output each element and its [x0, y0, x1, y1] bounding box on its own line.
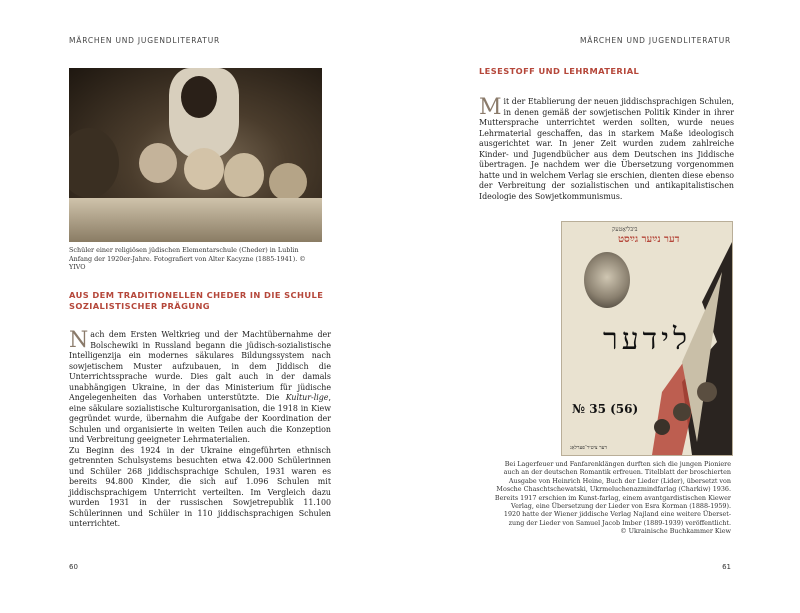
caption-line: Mosche Chaschtschewatski, Ukrmeluchenazmindfarlag (Charkiw) 1936. — [496, 485, 731, 494]
child-face — [139, 143, 177, 183]
paragraph-text: , eine säkulare sozialistische Kulturorganisation, die 1918 in Kiew gegründet wurde, übernahm die Aufgabe der Koordination der Schulen und organisierte in weiten Teilen auch die Konzeption und Verbreitung geeigneter Lehrmaterialien. — [69, 393, 331, 444]
caption-line: © Ukrainische Buchkammer Kiew — [620, 527, 731, 536]
photo-caption: Schüler einer religiösen jüdischen Elementarschule (Cheder) in Lublin Anfang der 1920er-Jahre. Fotografiert von Alter Kacyzne (1885-1941). © YIVO — [69, 246, 306, 272]
italic-term: Kultur-lige — [285, 393, 329, 402]
cover-publisher-line: דער ציטיר־פערלאַג — [570, 445, 607, 451]
paragraph — [479, 97, 734, 202]
cover-caption — [493, 460, 731, 536]
running-head: MÄRCHEN UND JUGENDLITERATUR — [69, 36, 220, 45]
child-face — [269, 163, 307, 201]
caption-line: Bei Lagerfeuer und Fanfarenklängen durften sich die jungen Pioniere — [504, 460, 731, 468]
caption-line: zung der Lieder von Samuel Jacob Imber (1889-1939) veröffentlicht. — [508, 518, 731, 527]
books-on-table — [69, 198, 322, 242]
body-text — [69, 330, 331, 530]
paragraph-text: ach dem Ersten Weltkrieg und der Machtübernahme der Bolschewiki in Russland begann die jüdisch-sozialistische Intelligenzija ein modernes säkulares Bildungssystem nach sowjetischem Muster aufzubauen, in dem Jiddisch die Unterrichtssprache wurde. Dies galt auch in der damals unabhängigen Ukraine, in der das Ministerium für jüdische Angelegenheiten das Vorhaben unterstützte. Die — [69, 330, 331, 402]
child-face — [184, 148, 224, 190]
paragraph: Zu Beginn des 1924 in der Ukraine eingeführten ethnisch getrennten Schulsystems besuchten etwa 42.000 Schülerinnen und Schüler 268 jiddischsprachige Schulen, 1931 waren es bereits 94.800 Kinder, die sich auf 1.096 Schulen mit jiddischsprachigem Unterricht verteilten. Im Vergleich dazu wurden 1931 in der russischen Sowjetrepublik 11.100 Schülerinnen und Schüler in 110 jiddischsprachigen Schulen unterrichtet. — [69, 445, 331, 528]
caption-line: 1920 hatte der Wiener jiddische Verlag Najland eine weitere Überset- — [503, 510, 731, 519]
child-face — [224, 153, 264, 197]
body-text — [479, 97, 734, 202]
cover-issue-number: № 35 (56) — [572, 402, 639, 416]
cheder-photo — [69, 68, 322, 242]
cover-subtitle: דער נײַער גײַסט — [618, 234, 680, 245]
caption-line: Bereits 1917 erschien im Kunst-farlag, einem avantgardistischen Kiewer — [494, 493, 731, 502]
caption-line: Verlag, eine Übersetzung der Lieder von Esra Korman (1888-1959). — [511, 502, 731, 511]
section-heading: AUS DEM TRADITIONELLEN CHEDER IN DIE SCHULE SOZIALISTISCHER PRÄGUNG — [69, 290, 324, 311]
book-cover-image — [561, 221, 733, 456]
paragraph — [69, 330, 331, 446]
dropcap: N — [69, 328, 89, 353]
cover-topline: בּיבּליאָטעק — [612, 226, 638, 233]
dropcap: M — [479, 95, 502, 120]
teacher-head — [181, 76, 217, 118]
pioneers-illustration — [622, 242, 732, 455]
section-heading: LESESTOFF UND LEHRMATERIAL — [479, 66, 640, 76]
caption-line: auch an der deutschen Romantik erfreuen. Titelblatt der broschierten — [503, 468, 731, 477]
cover-title: לידער — [602, 322, 692, 357]
paragraph-text: it der Etablierung der neuen jiddischsprachigen Schulen, in denen gemäß der sowjetischen Politik Kinder in ihrer Muttersprache unterrichtet werden sollten, wurde neues Lehrmaterial geschaffen, das in starkem Maße ideologisch ausgerichtet war. In jener Zeit wurden zudem zahlreiche Kinder- und Jugendbücher aus dem Deutschen ins Jiddische übertragen. Je nachdem wer die Übersetzung vorgenommen hatte und in welchem Verlag sie erschien, dienten diese ebenso der Verbreitung der sozialistischen und antikapitalistischen Ideologie des Sowjetkommunismus. — [479, 97, 734, 201]
page-number: 61 — [722, 563, 731, 571]
page-number: 60 — [69, 563, 78, 571]
running-head: MÄRCHEN UND JUGENDLITERATUR — [580, 36, 731, 45]
caption-line: Ausgabe von Heinrich Heine, Buch der Lieder (Lider), übersetzt von — [508, 476, 731, 485]
child-figure — [69, 128, 119, 198]
